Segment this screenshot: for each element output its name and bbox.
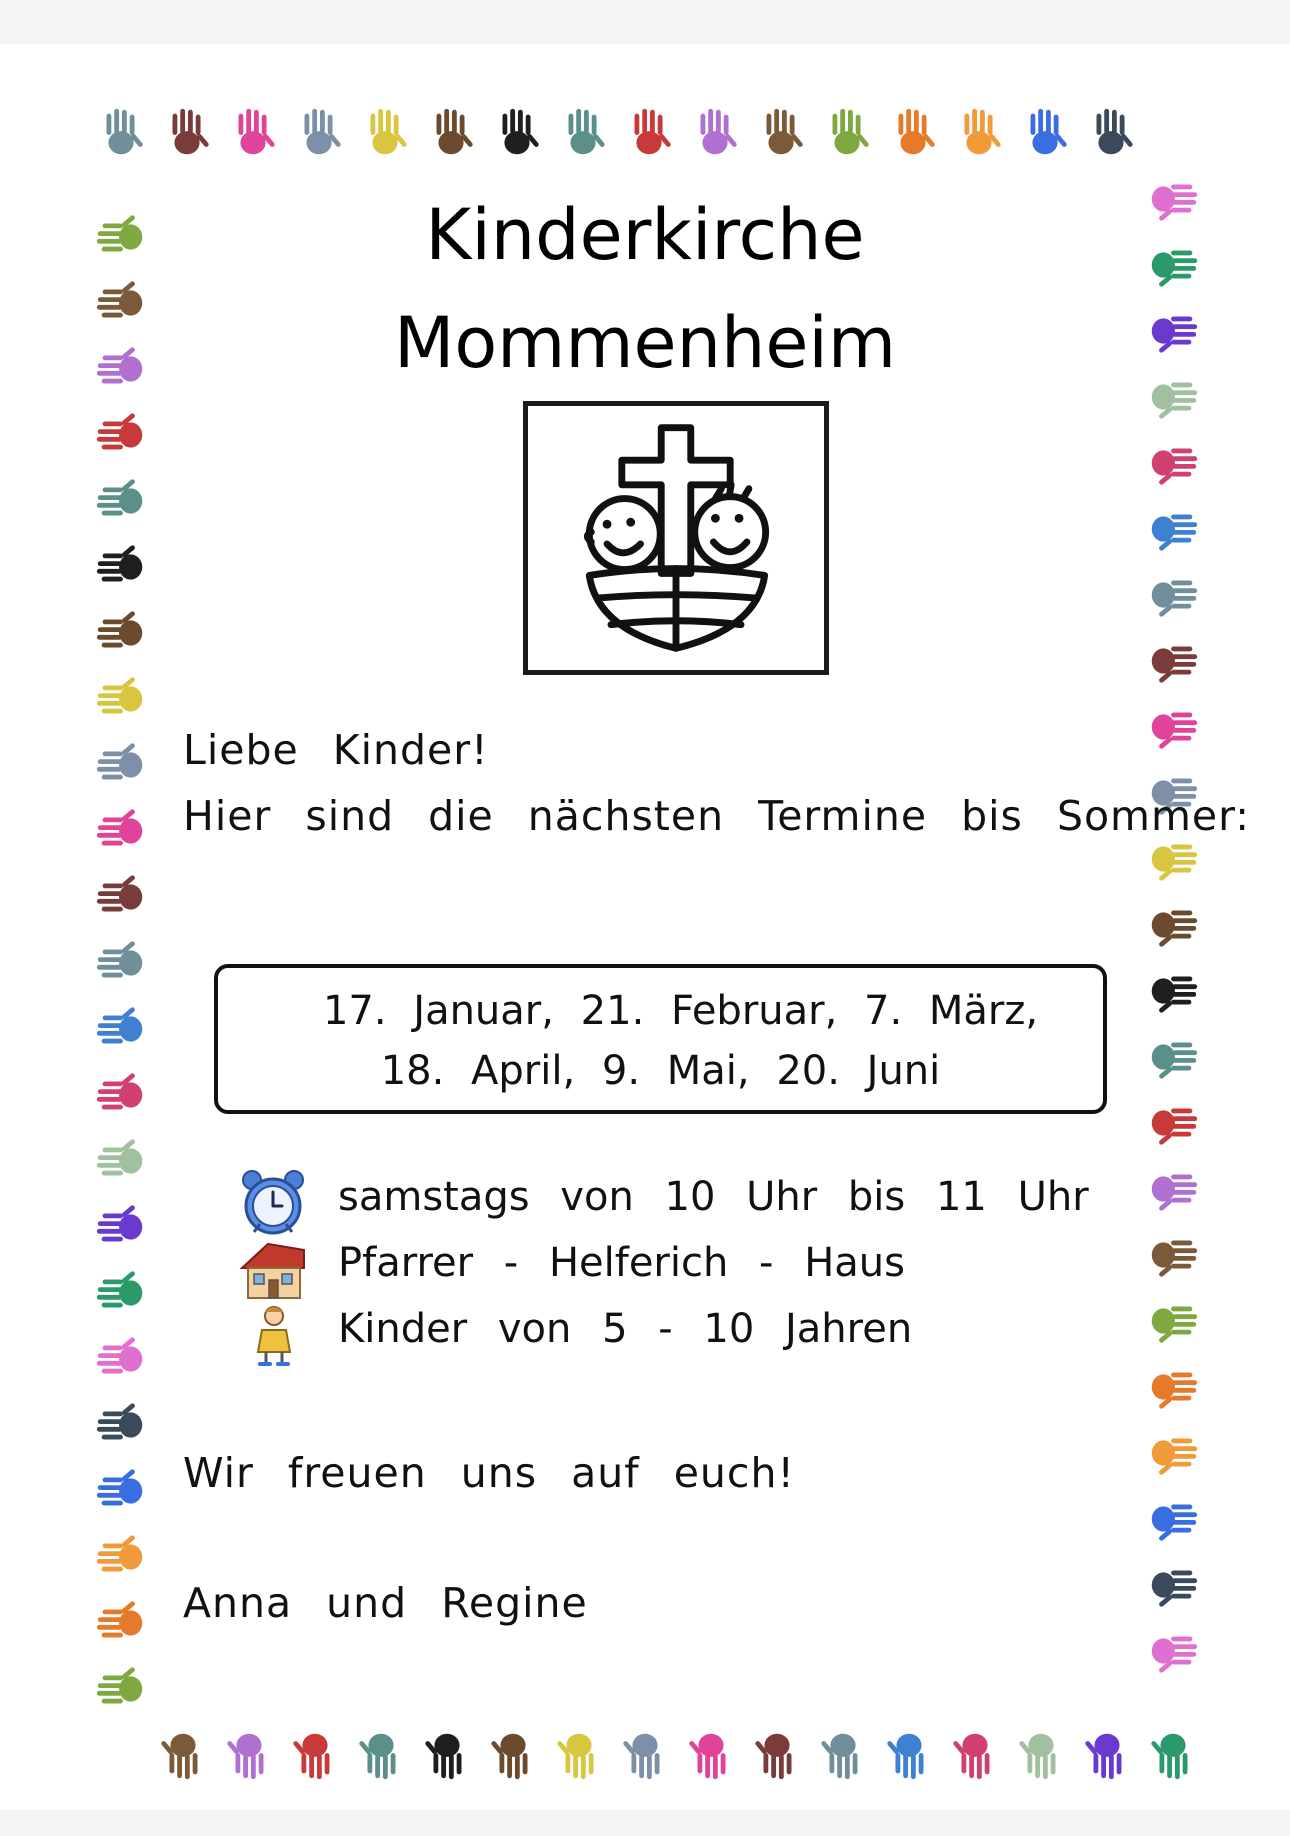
alarm-clock-icon <box>238 1168 308 1238</box>
greeting-text: Liebe Kinder! <box>183 726 489 774</box>
title-line-2: Mommenheim <box>393 302 897 384</box>
dates-line-1: 17. Januar, 21. Februar, 7. März, <box>322 988 1039 1034</box>
closing-text: Wir freuen uns auf euch! <box>183 1449 795 1497</box>
flyer-page <box>0 44 1290 1810</box>
cross-boat-children-logo-icon <box>528 406 824 670</box>
age-text: Kinder von 5 - 10 Jahren <box>338 1306 913 1352</box>
kinderkirche-logo <box>523 401 829 675</box>
title-line-1: Kinderkirche <box>425 194 865 276</box>
time-text: samstags von 10 Uhr bis 11 Uhr <box>338 1174 1089 1220</box>
time-row <box>238 1168 1138 1228</box>
dates-box <box>214 964 1107 1114</box>
age-row <box>238 1300 1138 1360</box>
flyer-content <box>0 44 1290 1810</box>
place-text: Pfarrer - Helferich - Haus <box>338 1240 905 1286</box>
place-row <box>238 1234 1138 1294</box>
child-icon <box>238 1300 308 1370</box>
dates-line-2: 18. April, 9. Mai, 20. Juni <box>380 1048 941 1094</box>
signature-text: Anna und Regine <box>183 1579 588 1627</box>
house-icon <box>238 1234 308 1304</box>
intro-text: Hier sind die nächsten Termine bis Sommer: <box>183 792 1251 840</box>
